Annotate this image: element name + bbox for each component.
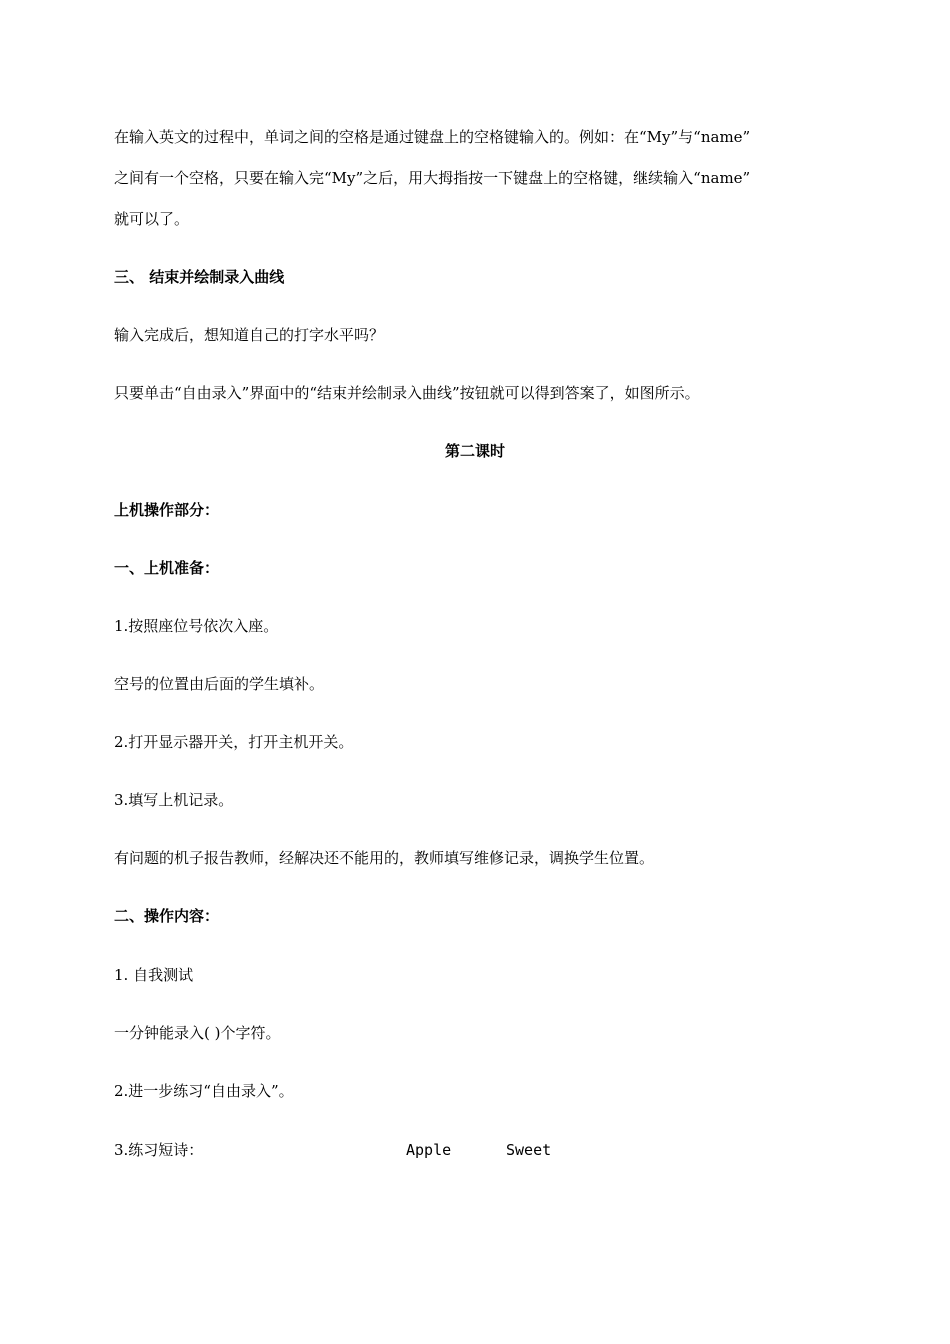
list-item: 3.填写上机记录。 <box>114 791 234 809</box>
paragraph-line: 就可以了。 <box>114 210 190 228</box>
section-heading: 上机操作部分： <box>114 501 220 519</box>
paragraph: 有问题的机子报告教师，经解决还不能用的，教师填写维修记录，调换学生位置。 <box>114 849 655 867</box>
list-item <box>114 1140 714 1160</box>
section-heading: 一、上机准备： <box>114 559 220 577</box>
paragraph: 一分钟能录入( )个字符。 <box>114 1024 281 1042</box>
list-item-label: 3.练习短诗： <box>114 1141 204 1159</box>
poem-word: Apple <box>406 1141 452 1159</box>
list-item: 1.按照座位号依次入座。 <box>114 617 279 635</box>
lesson-title: 第二课时 <box>444 442 505 460</box>
list-item: 2.打开显示器开关，打开主机开关。 <box>114 733 354 751</box>
section-heading: 二、操作内容： <box>114 907 220 925</box>
list-item: 2.进一步练习“自由录入”。 <box>114 1082 294 1100</box>
paragraph: 输入完成后，想知道自己的打字水平吗？ <box>114 326 385 344</box>
paragraph-line: 在输入英文的过程中，单词之间的空格是通过键盘上的空格键输入的。例如：在“My”与“name” <box>114 128 751 146</box>
paragraph: 只要单击“自由录入”界面中的“结束并绘制录入曲线”按钮就可以得到答案了，如图所示。 <box>114 384 700 402</box>
section-heading: 三、 结束并绘制录入曲线 <box>114 268 285 286</box>
poem-word: Sweet <box>506 1141 552 1159</box>
paragraph: 空号的位置由后面的学生填补。 <box>114 675 325 693</box>
paragraph-line: 之间有一个空格，只要在输入完“My”之后，用大拇指按一下键盘上的空格键，继续输入“name” <box>114 169 751 187</box>
list-item: 1. 自我测试 <box>114 966 194 984</box>
